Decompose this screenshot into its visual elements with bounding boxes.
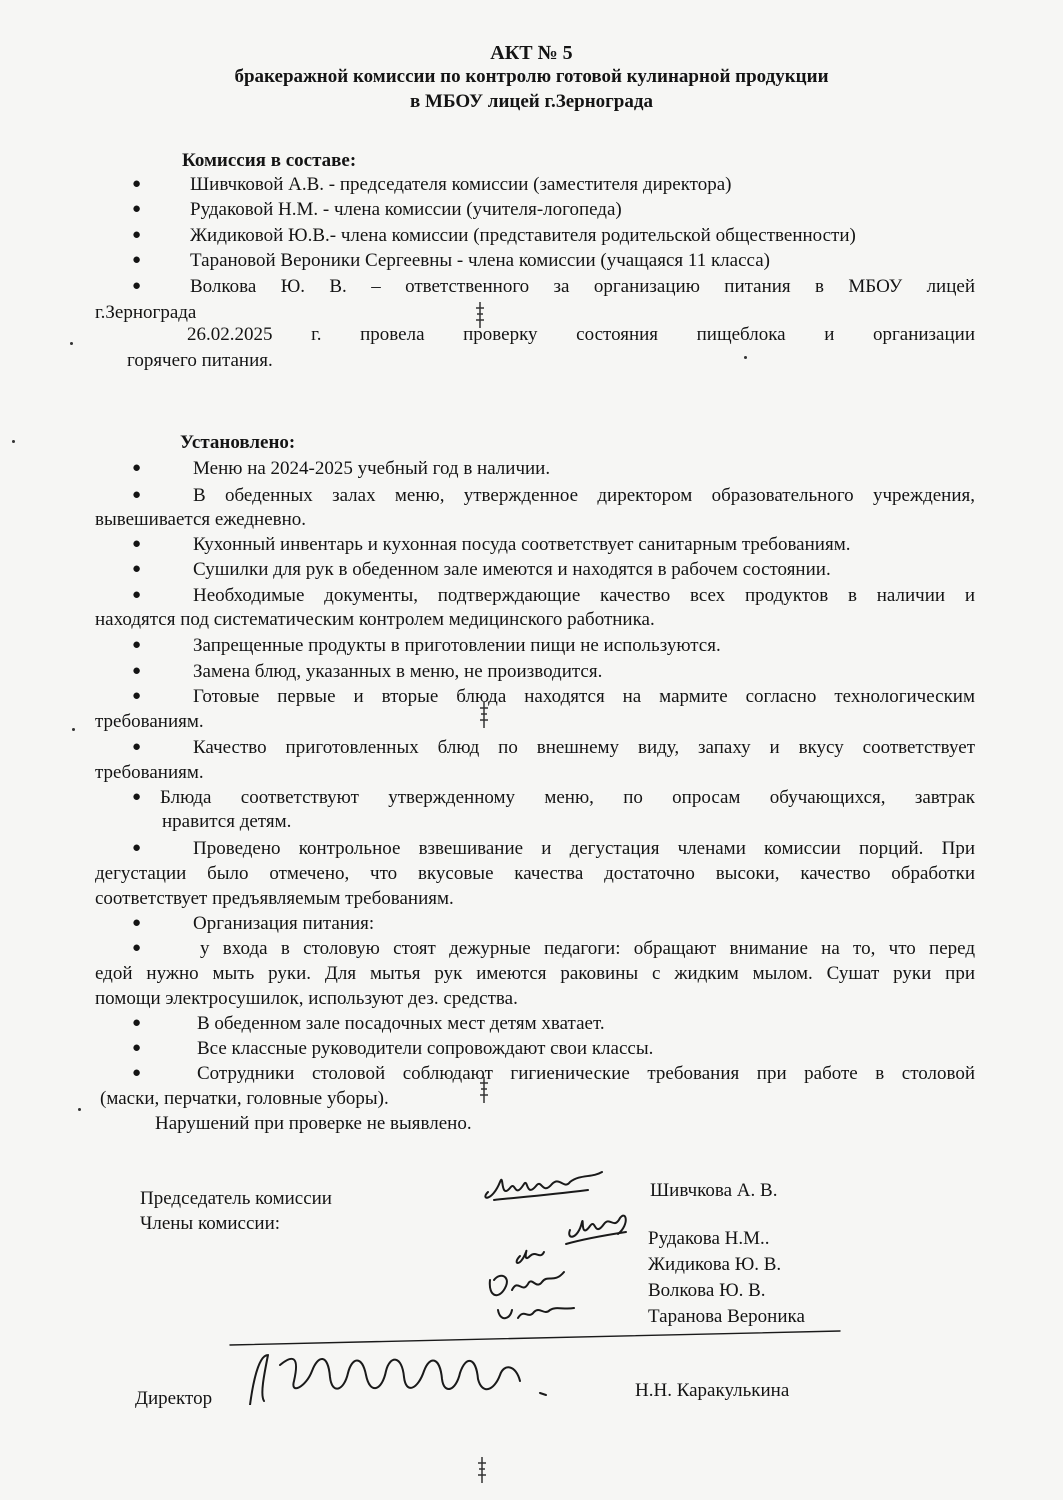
member-name: Волкова Ю. В. [648,1280,766,1301]
act-title: АКТ № 5 [490,42,573,64]
member-name: Рудакова Н.М.. [648,1228,770,1249]
act-subtitle: бракеражной комиссии по контролю готовой кулинарной продукции [234,66,829,87]
finding-item-cont: требованиям. [95,711,204,732]
finding-item: Сушилки для рук в обеденном зале имеются и находятся в рабочем состоянии. [193,559,831,580]
finding-item: у входа в столовую стоят дежурные педагоги: обращают внимание на то, что перед [200,938,975,959]
mark-icon [474,1075,494,1105]
bullet-icon: ● [132,176,142,192]
speck [744,356,747,359]
conclusion: Нарушений при проверке не выявлено. [155,1113,472,1134]
chair-name: Шивчкова А. В. [650,1180,778,1201]
bullet-icon: ● [132,789,142,805]
findings-heading: Установлено: [180,432,296,453]
finding-item-cont: дегустации было отмечено, что вкусовые качества достаточно высоки, качество обработки [95,863,975,884]
finding-item: Замена блюд, указанных в меню, не производится. [193,661,603,682]
finding-item-cont: (маски, перчатки, головные уборы). [100,1088,389,1109]
commission-member: Тарановой Вероники Сергеевны - члена комиссии (учащаяся 11 класса) [190,250,770,271]
bullet-icon: ● [132,561,142,577]
finding-item: Блюда соответствуют утвержденному меню, по опросам обучающихся, завтрак [160,787,975,808]
finding-item-cont: помощи электросушилок, используют дез. средства. [95,988,518,1009]
bullet-icon: ● [132,840,142,856]
finding-item-cont: едой нужно мыть руки. Для мытья рук имеются раковины с жидким мылом. Сушат руки при [95,963,975,984]
finding-item: Меню на 2024-2025 учебный год в наличии. [193,458,551,479]
check-statement: 26.02.2025 г. провела проверку состояния пищеблока и организации [187,324,975,345]
finding-item: Организация питания: [193,913,375,934]
director-signature-image [220,1205,940,1405]
bullet-icon: ● [132,252,142,268]
bullet-icon: ● [132,940,142,956]
finding-item: Качество приготовленных блюд по внешнему виду, запаху и вкусу соответствует [193,737,975,758]
finding-item-cont: соответствует предъявляемым требованиям. [95,888,454,909]
bullet-icon: ● [132,487,142,503]
finding-item: В обеденных залах меню, утвержденное директором образовательного учреждения, [193,485,975,506]
bullet-icon: ● [132,688,142,704]
commission-member-responsible-cont: г.Зернограда [95,302,197,323]
members-label: Члены комиссии: [140,1213,281,1234]
speck [78,1108,81,1111]
bullet-icon: ● [132,1065,142,1081]
finding-item: В обеденном зале посадочных мест детям хватает. [197,1013,605,1034]
bullet-icon: ● [132,1040,142,1056]
finding-item-cont: требованиям. [95,762,204,783]
finding-item: Необходимые документы, подтверждающие качество всех продуктов в наличии и [193,585,975,606]
bullet-icon: ● [132,663,142,679]
mark-icon [472,1455,492,1485]
mark-icon [474,700,494,730]
director-name: Н.Н. Каракулькина [635,1380,790,1401]
bullet-icon: ● [132,739,142,755]
director-label: Директор [135,1388,213,1409]
act-school: в МБОУ лицей г.Зернограда [410,91,653,112]
member-name: Жидикова Ю. В. [648,1254,782,1275]
finding-item: Все классные руководители сопровождают свои классы. [197,1038,654,1059]
bullet-icon: ● [132,278,142,294]
finding-item: Готовые первые и вторые блюда находятся на мармите согласно технологическим [193,686,975,707]
commission-member: Шивчковой А.В. - председателя комиссии (заместителя директора) [190,174,732,195]
finding-item: Запрещенные продукты в приготовлении пищи не используются. [193,635,721,656]
bullet-icon: ● [132,227,142,243]
finding-item-cont: нравится детям. [162,811,292,832]
finding-item-cont: находятся под систематическим контролем медицинского работника. [95,609,655,630]
speck [72,728,75,731]
bullet-icon: ● [132,587,142,603]
bullet-icon: ● [132,460,142,476]
bullet-icon: ● [132,637,142,653]
finding-item: Проведено контрольное взвешивание и дегустация членами комиссии порций. При [193,838,975,859]
finding-item-cont: вывешивается ежедневно. [95,509,307,530]
member-name: Таранова Вероника [648,1306,805,1327]
bullet-icon: ● [132,1015,142,1031]
bullet-icon: ● [132,201,142,217]
speck [70,342,73,345]
mark-icon [470,300,490,330]
speck [12,440,15,443]
commission-heading: Комиссия в составе: [182,150,357,171]
chair-label: Председатель комиссии [140,1188,332,1209]
commission-member: Рудаковой Н.М. - члена комиссии (учителя-логопеда) [190,199,622,220]
bullet-icon: ● [132,536,142,552]
bullet-icon: ● [132,915,142,931]
finding-item: Кухонный инвентарь и кухонная посуда соответствует санитарным требованиям. [193,534,851,555]
check-statement-cont: горячего питания. [127,350,273,371]
finding-item: Сотрудники столовой соблюдают гигиенические требования при работе в столовой [197,1063,975,1084]
commission-member-responsible: Волкова Ю. В. – ответственного за организацию питания в МБОУ лицей [190,276,975,297]
commission-member: Жидиковой Ю.В.- члена комиссии (представителя родительской общественности) [190,225,856,246]
